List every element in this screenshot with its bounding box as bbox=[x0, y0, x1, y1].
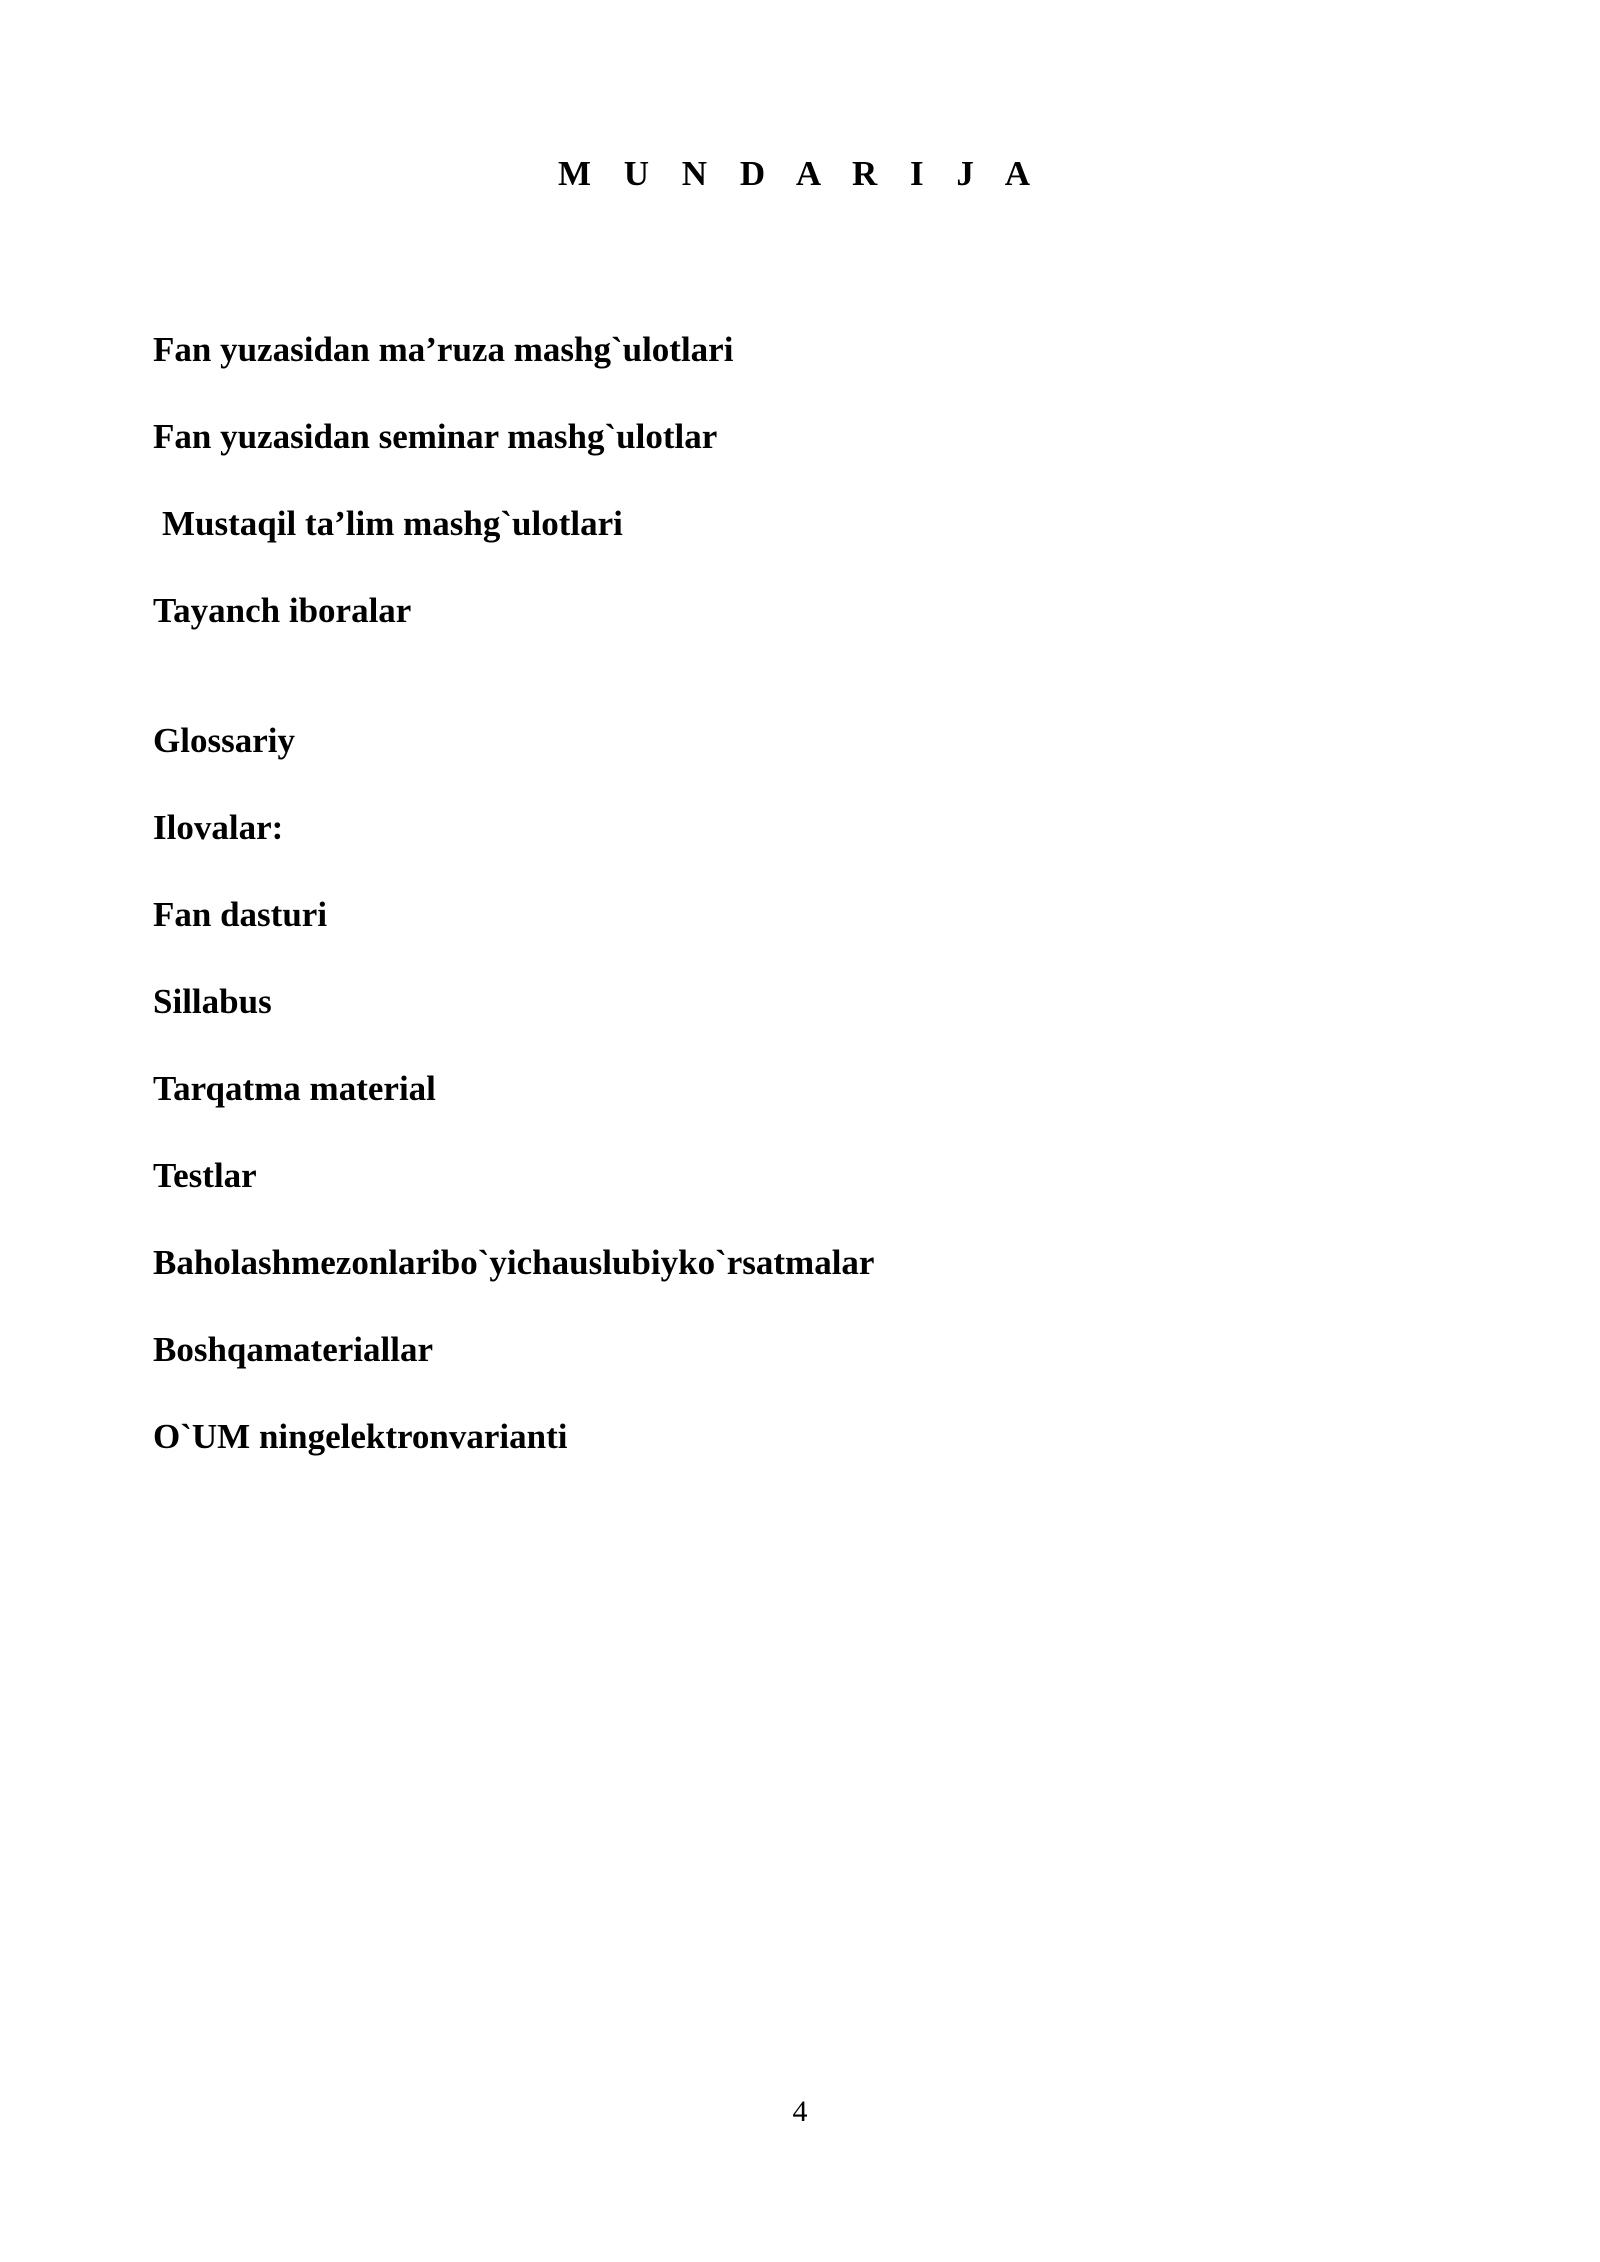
page-number: 4 bbox=[792, 2095, 808, 2128]
toc-item-tests: Testlar bbox=[153, 1156, 257, 1195]
toc-item-lectures: Fan yuzasidan ma’ruza mashg`ulotlari bbox=[153, 330, 734, 369]
toc-item-key-terms: Tayanch iboralar bbox=[153, 591, 412, 630]
toc-item-glossary: Glossariy bbox=[153, 721, 295, 760]
toc-item-handout: Tarqatma material bbox=[153, 1069, 436, 1108]
toc-item-assessment-guidelines: Baholashmezonlaribo`yichauslubiyko`rsatmalar bbox=[153, 1243, 875, 1282]
toc-item-other-materials: Boshqamateriallar bbox=[153, 1330, 433, 1369]
toc-item-program: Fan dasturi bbox=[153, 895, 328, 934]
page-title: M U N D A R I J A bbox=[557, 154, 1043, 193]
toc-item-seminars: Fan yuzasidan seminar mashg`ulotlar bbox=[153, 417, 718, 456]
toc-item-electronic-version: O`UM ningelektronvarianti bbox=[153, 1417, 568, 1456]
toc-item-independent-study: Mustaqil ta’lim mashg`ulotlari bbox=[162, 504, 623, 543]
toc-item-syllabus: Sillabus bbox=[153, 982, 272, 1021]
toc-item-appendices: Ilovalar: bbox=[153, 808, 284, 847]
